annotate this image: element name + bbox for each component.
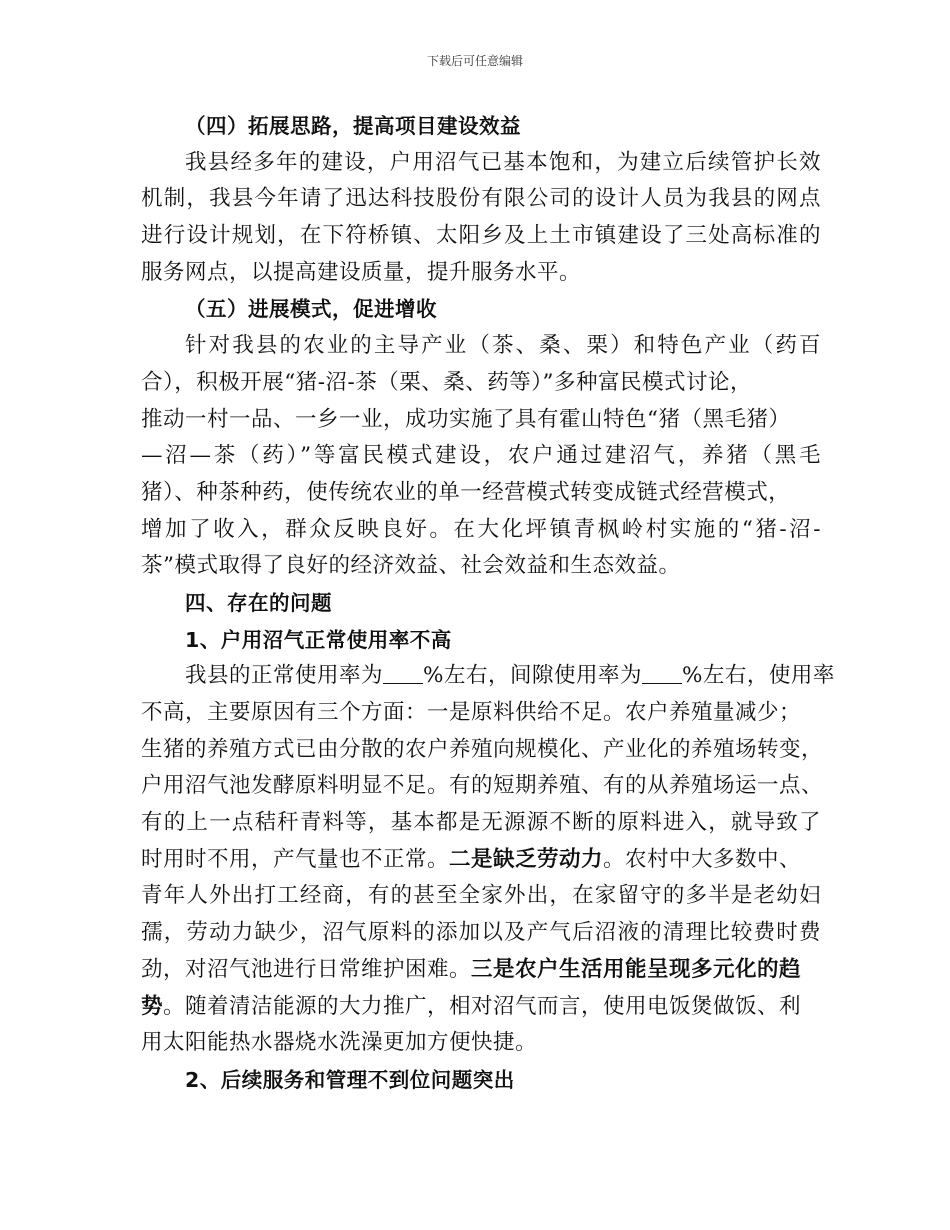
document-body [141, 108, 835, 1099]
paragraph-line-mixed [141, 842, 821, 879]
fill-blank [383, 661, 423, 684]
paragraph-line: 猪）、种茶种药，使传统农业的单一经营模式转变成链式经营模式， [141, 479, 791, 505]
paragraph-line: 青年人外出打工经商，有的甚至全家外出，在家留守的多半是老幼妇 [141, 883, 821, 909]
paragraph-line: 进行设计规划，在下符桥镇、太阳乡及上土市镇建设了三处高标准的 [141, 223, 821, 249]
paragraph-line-with-blanks [141, 658, 835, 695]
paragraph-line: —沼—茶（药）”等富民模式建设，农户通过建沼气，养猪（黑毛 [141, 443, 821, 469]
text-run: %左右，间隙使用率为 [423, 663, 642, 689]
text-run: 。农村中大多数中、 [603, 846, 802, 872]
bold-text-run: 三是农户生活用能呈现多元化的趋 [471, 956, 802, 982]
bold-text-run: 势 [141, 993, 164, 1019]
text-run: %左右，使用率 [681, 663, 835, 689]
paragraph-line: 户用沼气池发酵原料明显不足。有的短期养殖、有的从养殖场运一点、 [141, 773, 824, 799]
fill-blank [642, 661, 682, 684]
paragraph-line: 合），积极开展“猪-沼-茶（栗、桑、药等）”多种富民模式讨论， [141, 369, 753, 395]
text-run: 。随着清洁能源的大力推广，相对沼气而言，使用电饭煲做饭、利 [163, 993, 802, 1019]
paragraph-line-mixed [141, 989, 821, 1026]
text-run: 时用时不用，产气量也不正常。 [141, 846, 450, 872]
paragraph-line: 用太阳能热水器烧水洗澡更加方便快捷。 [141, 1030, 538, 1056]
paragraph-line: 茶”模式取得了良好的经济效益、社会效益和生态效益。 [141, 553, 681, 579]
paragraph-line-mixed [141, 952, 821, 989]
section-heading-4: （四）拓展思路，提高项目建设效益 [185, 114, 521, 138]
paragraph-line: 推动一村一品、一乡一业，成功实施了具有霍山特色“猪（黑毛猪） [141, 406, 791, 432]
chapter-heading-4: 四、存在的问题 [185, 590, 332, 615]
paragraph-line: 增加了收入，群众反映良好。在大化坪镇青枫岭村实施的“猪-沼- [141, 516, 821, 542]
paragraph-line: 有的上一点秸秆青料等，基本都是无源源不断的原料进入，就导致了 [141, 810, 821, 836]
subsection-heading-1: 1、户用沼气正常使用率不高 [185, 627, 452, 652]
page-header-note: 下载后可任意编辑 [426, 54, 523, 68]
section-heading-5: （五）进展模式，促进增收 [185, 297, 437, 322]
paragraph-line: 生猪的养殖方式已由分散的农户养殖向规模化、产业化的养殖场转变， [141, 736, 824, 762]
paragraph-line: 我县经多年的建设，户用沼气已基本饱和，为建立后续管护长效 [185, 149, 821, 175]
bold-text-run: 二是缺乏劳动力 [449, 846, 604, 872]
paragraph-line: 服务网点，以提高建设质量，提升服务水平。 [141, 259, 582, 285]
paragraph-line: 孺，劳动力缺少，沼气原料的添加以及产气后沼液的清理比较费时费 [141, 920, 821, 946]
text-run: 劲，对沼气池进行日常维护困难。 [141, 956, 472, 982]
subsection-heading-2: 2、后续服务和管理不到位问题突出 [185, 1067, 515, 1092]
paragraph-line: 针对我县的农业的主导产业（茶、桑、栗）和特色产业（药百 [185, 333, 821, 359]
paragraph-line: 机制，我县今年请了迅达科技股份有限公司的设计人员为我县的网点 [141, 186, 821, 212]
paragraph-line: 不高，主要原因有三个方面：一是原料供给不足。农户养殖量减少； [141, 700, 802, 725]
text-run: 我县的正常使用率为 [185, 663, 384, 689]
